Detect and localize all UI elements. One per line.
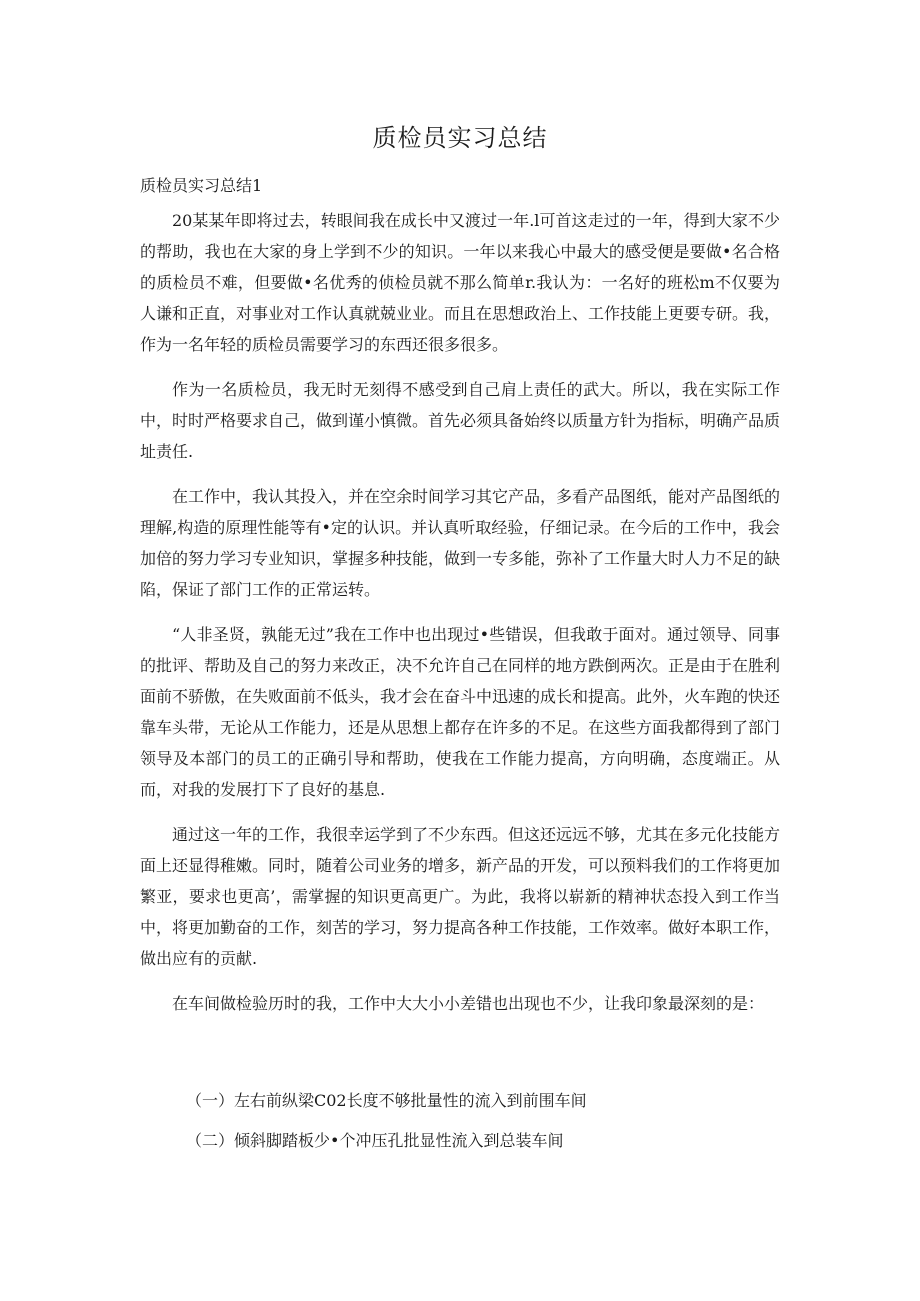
paragraph-6: 在车间做检验历时的我，工作中大大小小差错也出现也不少，让我印象最深刻的是： (172, 994, 765, 1013)
list-item: （二）倾斜脚踏板少•个冲压孔批显性流入到总装车间 (186, 1131, 564, 1150)
document-body (140, 205, 780, 1019)
list-item: （一）左右前纵梁C02长度不够批量性的流入到前围车间 (186, 1091, 587, 1110)
paragraph-5: 通过这一年的工作，我很幸运学到了不少东西。但这还远远不够，尤其在多元化技能方面上还显得稚嫩。同时，随着公司业务的增多，新产品的开发，可以预料我们的工作将更加繁亚，要求也更高’，需掌握的知识更高更广。为此，我将以崭新的精神状态投入到工作当中，将更加勤奋的工作，刻苦的学习，努力提高各种工作技能，工作效率。做好本职工作，做出应有的贡献. (140, 825, 781, 968)
error-list (186, 1089, 786, 1169)
paragraph-3: 在工作中，我认其投入，并在空余时间学习其它产品，多看产品图纸，能对产品图纸的理解,构造的原理性能等有•定的认识。并认真听取经验，仔细记录。在今后的工作中，我会加倍的努力学习专业知识，掌握多种技能，做到一专多能，弥补了工作量大时人力不足的缺陷，保证了部门工作的正常运转。 (140, 487, 781, 599)
paragraph-2: 作为一名质检员，我无时无刻得不感受到自己肩上责任的武大。所以，我在实际工作中，时时严格要求自己，做到谨小慎微。首先必须具备始终以质量方针为指标，明确产品质址责任. (140, 380, 781, 461)
document-subtitle: 质检员实习总结1 (140, 176, 263, 195)
paragraph-4: “人非圣贤，孰能无过”我在工作中也出现过•些错误，但我敢于面对。通过领导、同事的批评、帮助及自己的努力来改正，决不允许自己在同样的地方跌倒两次。正是由于在胜利面前不骄傲，在失败面前不低头，我才会在奋斗中迅速的成长和提高。此外，火车跑的快还靠车头带，无论从工作能力，还是从思想上都存在许多的不足。在这些方面我都得到了部门领导及本部门的员工的正确引导和帮助，使我在工作能力提高，方向明确，态度端正。从而，对我的发展打下了良好的基息. (140, 625, 781, 799)
paragraph-1: 20某某年即将过去，转眼间我在成长中又渡过一年.l可首这走过的一年，得到大家不少的帮助，我也在大家的身上学到不少的知识。一年以来我心中最大的感受便是要做•名合格的质检员不难，但要做•名优秀的侦检员就不那么简单r.我认为：一名好的班松m不仅要为人谦和正直，对事业对工作认真就兢业业。而且在思想政治上、工作技能上更要专研。我，作为一名年轻的质检员需要学习的东西还很多很多。 (140, 211, 781, 354)
document-title: 质检员实习总结 (372, 124, 548, 152)
